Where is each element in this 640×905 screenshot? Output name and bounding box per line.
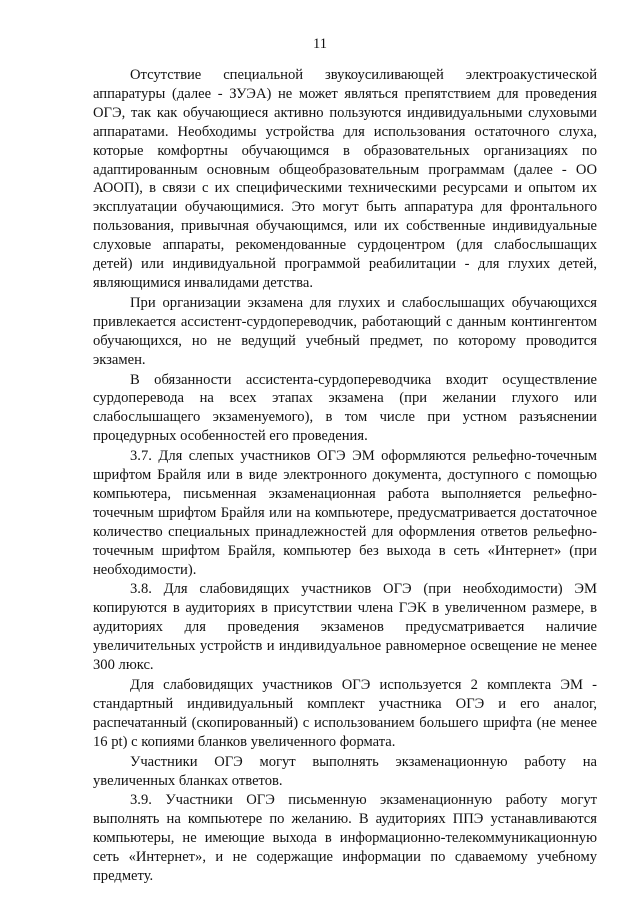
paragraph-3-8-low-vision: 3.8. Для слабовидящих участников ОГЭ (при необходимости) ЭМ копируются в аудиториях в присутствии члена ГЭК в увеличенном размере, в аудиториях для проведения экзаменов предусматривается наличие увеличительных устройств и индивидуальное равномерное освещение не менее 300 люкс. (93, 581, 597, 674)
paragraph-enlarged-forms: Участники ОГЭ могут выполнять экзаменационную работу на увеличенных бланках ответов. (93, 753, 597, 789)
paragraph-3-7-blind: 3.7. Для слепых участников ОГЭ ЭМ оформляются рельефно-точечным шрифтом Брайля или в виде электронного документа, доступного с помощью компьютера, письменная экзаменационная работа выполняется рельефно-точечным шрифтом Брайля или на компьютере, предусматривается достаточное количество специальных принадлежностей для оформления ответов рельефно-точечным шрифтом Брайля, компьютер без выхода в сеть «Интернет» (при необходимости). (93, 448, 597, 578)
paragraph-interpreter-duties: В обязанности ассистента-сурдопереводчика входит осуществление сурдоперевода на всех этапах экзамена (при желании глухого или слабослышащего экзаменуемого), в том числе при устном разъяснении процедурных особенностей его проведения. (93, 371, 597, 445)
document-body (93, 66, 597, 886)
page-number: 11 (313, 36, 327, 52)
paragraph-sign-interpreter: При организации экзамена для глухих и слабослышащих обучающихся привлекается ассистент-сурдопереводчик, работающий с данным контингентом обучающихся, но не ведущий учебный предмет, по которому проводится экзамен. (93, 294, 597, 368)
paragraph-3-9-computer: 3.9. Участники ОГЭ письменную экзаменационную работу могут выполнять на компьютере по желанию. В аудиториях ППЭ устанавливаются компьютеры, не имеющие выхода в информационно-телекоммуникационную сеть «Интернет», и не содержащие информации по сдаваемому учебному предмету. (93, 792, 597, 885)
paragraph-zuea: Отсутствие специальной звукоусиливающей электроакустической аппаратуры (далее - ЗУЭА) не может являться препятствием для проведения ОГЭ, так как обучающиеся активно пользуются индивидуальными слуховыми аппаратами. Необходимы устройства для использования остаточного слуха, которые комфортны обучающимся в образовательных организациях по адаптированным основным общеобразовательным программам (далее - ОО АООП), в связи с их специфическими техническими ресурсами и опытом их эксплуатации обучающимися. Это могут быть аппаратура для фронтального пользования, привычная обучающимся, или их собственные индивидуальные слуховые аппараты, рекомендованные сурдоцентром (для слабослышащих детей) или индивидуальной программой реабилитации - для глухих детей, являющимися инвалидами детства. (93, 67, 597, 291)
paragraph-two-kits: Для слабовидящих участников ОГЭ используется 2 комплекта ЭМ - стандартный индивидуальный комплект участника ОГЭ и его аналог, распечатанный (скопированный) с использованием большего шрифта (не менее 16 pt) с копиями бланков увеличенного формата. (93, 677, 597, 750)
